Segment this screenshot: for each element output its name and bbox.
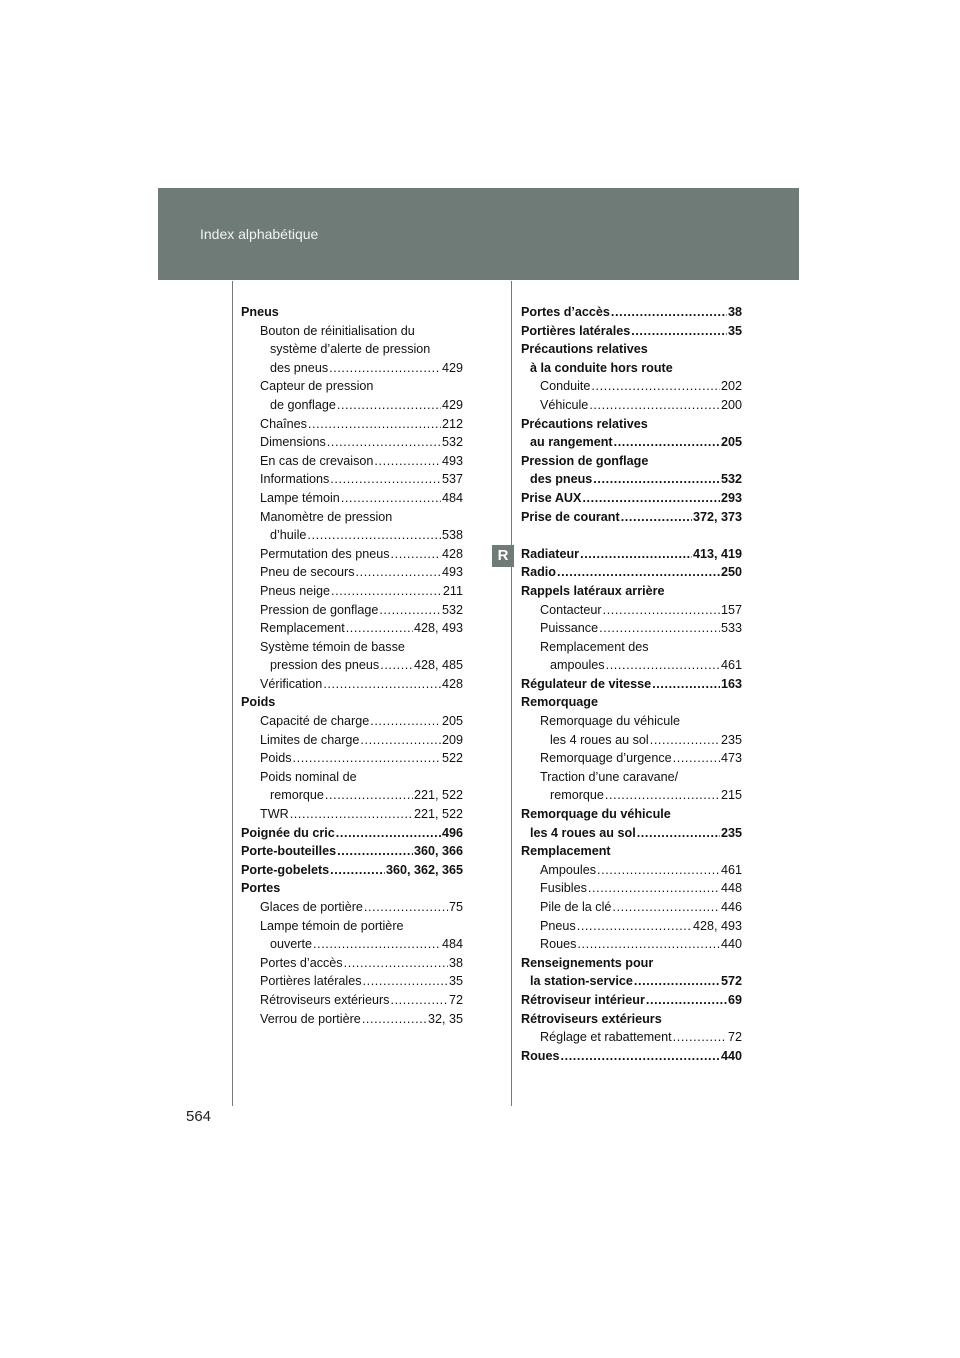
index-entry <box>521 749 742 768</box>
entry-label: Roues <box>540 937 577 952</box>
entry-label: Dimensions <box>260 435 326 450</box>
dot-leader <box>323 675 441 694</box>
entry-label: Radiateur <box>521 546 580 561</box>
dot-leader <box>313 935 441 954</box>
entry-label: les 4 roues au sol <box>530 825 636 840</box>
entry-page: 484 <box>441 490 463 505</box>
dot-leader <box>606 656 720 675</box>
index-entry <box>521 1028 742 1047</box>
index-entry <box>521 675 742 694</box>
index-entry <box>241 582 463 601</box>
index-entry <box>521 563 742 582</box>
entry-page: 484 <box>441 937 463 952</box>
entry-label: Réglage et rabattement <box>540 1030 672 1045</box>
index-entry <box>521 731 742 750</box>
entry-label: Puissance <box>540 621 599 636</box>
entry-page: 35 <box>727 323 742 338</box>
entry-page: 209 <box>441 732 463 747</box>
index-entry <box>521 377 742 396</box>
dot-leader <box>591 377 720 396</box>
entry-label: remorque <box>270 788 324 803</box>
index-entry <box>521 991 742 1010</box>
entry-label: remorque <box>550 788 604 803</box>
entry-label: Pneus <box>540 918 576 933</box>
index-entry <box>241 805 463 824</box>
entry-page: 537 <box>441 472 463 487</box>
index-entry <box>241 842 463 861</box>
entry-label: Glaces de portière <box>260 900 363 914</box>
index-entry <box>521 656 742 675</box>
index-entry <box>521 1047 742 1066</box>
entry-label: Portières latérales <box>260 974 362 989</box>
entry-label: En cas de crevaison <box>260 453 374 468</box>
entry-label: des pneus <box>530 472 593 487</box>
entry-page: 428 <box>441 676 463 691</box>
index-entry <box>241 712 463 731</box>
entry-label: Pile de la clé <box>540 900 612 914</box>
entry-page: 221, 522 <box>413 807 463 822</box>
dot-leader <box>580 545 692 564</box>
entry-label: les 4 roues au sol <box>550 732 649 747</box>
entry-label: Portières latérales <box>521 323 631 338</box>
index-line: système d’alerte de pression <box>270 342 431 357</box>
entry-page: 533 <box>720 621 742 636</box>
index-heading: Rétroviseurs extérieurs <box>521 1011 662 1026</box>
entry-page: 200 <box>720 397 742 412</box>
index-entry <box>241 526 463 545</box>
entry-page: 221, 522 <box>413 788 463 803</box>
entry-label: Pneus neige <box>260 583 331 598</box>
index-entry <box>241 749 463 768</box>
entry-page: 38 <box>448 955 463 970</box>
index-heading: Poids <box>241 695 276 710</box>
entry-label: Porte-gobelets <box>241 862 330 877</box>
entry-label: Capacité de charge <box>260 714 370 729</box>
entry-label: Lampe témoin <box>260 490 340 505</box>
index-entry <box>241 935 463 954</box>
index-heading: Remplacement <box>521 844 611 859</box>
index-entry <box>521 396 742 415</box>
index-line: Capteur de pression <box>260 379 374 394</box>
entry-page: 32, 35 <box>427 1011 463 1026</box>
entry-page: 532 <box>441 602 463 617</box>
index-entry <box>521 470 742 489</box>
index-heading: Précautions relatives <box>521 416 648 431</box>
dot-leader <box>391 545 441 564</box>
dot-leader <box>380 656 413 675</box>
entry-page: 532 <box>441 435 463 450</box>
dot-leader <box>344 954 448 973</box>
entry-label: Informations <box>260 472 330 487</box>
index-entry <box>521 601 742 620</box>
entry-label: TWR <box>260 807 289 822</box>
entry-page: 572 <box>720 974 742 989</box>
entry-page: 293 <box>720 490 742 505</box>
index-entry <box>241 656 463 675</box>
entry-label: la station-service <box>530 974 633 989</box>
entry-page: 428, 493 <box>413 621 463 636</box>
entry-page: 440 <box>720 1048 742 1063</box>
index-entry <box>521 824 742 843</box>
entry-label: Limites de charge <box>260 732 360 747</box>
dot-leader <box>327 433 441 452</box>
entry-page: 212 <box>441 416 463 431</box>
index-line: Manomètre de pression <box>260 509 393 524</box>
entry-page: 461 <box>720 658 742 673</box>
dot-leader <box>652 675 720 694</box>
entry-label: Conduite <box>540 379 591 394</box>
index-heading: Renseignements pour <box>521 955 654 970</box>
index-entry <box>241 898 463 917</box>
index-heading: Pression de gonflage <box>521 453 649 468</box>
dot-leader <box>346 619 413 638</box>
dot-leader <box>364 898 448 917</box>
dot-leader <box>341 489 441 508</box>
dot-leader <box>557 563 720 582</box>
dot-leader <box>582 489 720 508</box>
entry-label: Chaînes <box>260 416 307 431</box>
index-entry <box>241 601 463 620</box>
dot-leader <box>631 322 727 341</box>
entry-page: 75 <box>448 900 463 914</box>
entry-page: 372, 373 <box>692 509 742 524</box>
index-line: Lampe témoin de portière <box>260 918 404 933</box>
section-tab: R <box>492 545 514 567</box>
index-entry <box>241 452 463 471</box>
index-entry <box>241 563 463 582</box>
dot-leader <box>330 861 385 880</box>
entry-page: 72 <box>448 992 463 1007</box>
index-entry <box>241 415 463 434</box>
index-entry <box>521 303 742 322</box>
dot-leader <box>621 508 692 527</box>
entry-label: Prise de courant <box>521 509 620 524</box>
index-entry <box>521 935 742 954</box>
index-heading: Rappels latéraux arrière <box>521 583 665 598</box>
entry-page: 69 <box>727 992 742 1007</box>
dot-leader <box>611 303 727 322</box>
entry-label: ampoules <box>550 658 605 673</box>
dot-leader <box>673 1028 727 1047</box>
index-line: Remplacement des <box>540 639 649 654</box>
dot-leader <box>614 433 720 452</box>
index-entry <box>241 731 463 750</box>
index-heading: Portes <box>241 881 281 896</box>
spacer <box>521 526 742 545</box>
entry-page: 250 <box>720 565 742 580</box>
dot-leader <box>370 712 441 731</box>
entry-label: Prise AUX <box>521 490 582 505</box>
dot-leader <box>597 861 720 880</box>
index-entry <box>241 489 463 508</box>
entry-page: 538 <box>441 528 463 543</box>
dot-leader <box>356 563 441 582</box>
index-line: Remorquage du véhicule <box>540 714 681 729</box>
entry-page: 429 <box>441 360 463 375</box>
index-entry <box>241 675 463 694</box>
entry-label: Remorquage d’urgence <box>540 751 672 766</box>
entry-page: 428, 485 <box>413 658 463 673</box>
entry-page: 235 <box>720 732 742 747</box>
index-entry <box>241 861 463 880</box>
index-entry <box>241 991 463 1010</box>
entry-label: Portes d’accès <box>521 305 610 319</box>
index-entry <box>241 954 463 973</box>
entry-label: Véhicule <box>540 397 589 412</box>
entry-page: 72 <box>727 1030 742 1045</box>
entry-label: Roues <box>521 1048 560 1063</box>
entry-page: 532 <box>720 472 742 487</box>
entry-label: Régulateur de vitesse <box>521 676 652 691</box>
entry-label: Poids <box>260 751 292 766</box>
dot-leader <box>577 935 720 954</box>
index-entry <box>241 824 463 843</box>
index-heading: Pneus <box>241 305 279 319</box>
entry-page: 202 <box>720 379 742 394</box>
entry-page: 493 <box>441 565 463 580</box>
entry-label: Contacteur <box>540 602 602 617</box>
dot-leader <box>329 359 441 378</box>
dot-leader <box>650 731 720 750</box>
index-line: Poids nominal de <box>260 769 357 784</box>
entry-page: 235 <box>720 825 742 840</box>
index-entry <box>241 786 463 805</box>
entry-label: ouverte <box>270 937 313 952</box>
entry-page: 522 <box>441 751 463 766</box>
header-title: Index alphabétique <box>200 226 319 242</box>
entry-label: Portes d’accès <box>260 955 343 970</box>
index-entry <box>241 1010 463 1029</box>
dot-leader <box>360 731 441 750</box>
entry-page: 446 <box>720 900 742 914</box>
index-entry <box>521 786 742 805</box>
dot-leader <box>593 470 720 489</box>
index-entry <box>241 619 463 638</box>
entry-page: 35 <box>448 974 463 989</box>
entry-page: 440 <box>720 937 742 952</box>
dot-leader <box>325 786 413 805</box>
dot-leader <box>603 601 720 620</box>
index-entry <box>521 545 742 564</box>
index-column-left <box>241 303 463 1028</box>
entry-label: Radio <box>521 565 556 580</box>
dot-leader <box>634 972 720 991</box>
entry-page: 38 <box>727 305 742 319</box>
entry-label: Verrou de portière <box>260 1011 361 1026</box>
index-entry <box>521 972 742 991</box>
entry-page: 493 <box>441 453 463 468</box>
entry-label: d’huile <box>270 528 307 543</box>
page-number: 564 <box>186 1108 212 1125</box>
header-bar <box>158 188 799 280</box>
index-line: Traction d’une caravane/ <box>540 769 679 784</box>
entry-page: 215 <box>720 788 742 803</box>
index-heading: Remorquage <box>521 695 598 710</box>
entry-label: Rétroviseur intérieur <box>521 992 645 1007</box>
index-heading: à la conduite hors route <box>530 360 673 375</box>
dot-leader <box>589 396 720 415</box>
index-entry <box>521 508 742 527</box>
dot-leader <box>673 749 720 768</box>
entry-label: Rétroviseurs extérieurs <box>260 992 390 1007</box>
column-divider-left <box>232 281 233 1106</box>
dot-leader <box>331 582 442 601</box>
entry-label: Pneu de secours <box>260 565 355 580</box>
entry-page: 473 <box>720 751 742 766</box>
entry-page: 428 <box>441 546 463 561</box>
index-entry <box>521 619 742 638</box>
dot-leader <box>307 526 441 545</box>
entry-page: 205 <box>720 435 742 450</box>
index-entry <box>241 972 463 991</box>
entry-label: Remplacement <box>260 621 345 636</box>
dot-leader <box>293 749 441 768</box>
dot-leader <box>637 824 720 843</box>
dot-leader <box>612 898 720 917</box>
entry-label: Porte-bouteilles <box>241 844 337 859</box>
entry-page: 461 <box>720 862 742 877</box>
dot-leader <box>330 470 441 489</box>
entry-page: 157 <box>720 602 742 617</box>
index-column-right <box>521 303 742 1065</box>
index-entry <box>241 359 463 378</box>
dot-leader <box>561 1047 720 1066</box>
entry-page: 163 <box>720 676 742 691</box>
dot-leader <box>599 619 720 638</box>
dot-leader <box>363 972 448 991</box>
entry-page: 448 <box>720 881 742 896</box>
entry-label: Permutation des pneus <box>260 546 390 561</box>
dot-leader <box>337 842 413 861</box>
index-line: Système témoin de basse <box>260 639 405 654</box>
dot-leader <box>374 452 441 471</box>
dot-leader <box>605 786 720 805</box>
dot-leader <box>646 991 727 1010</box>
entry-label: Ampoules <box>540 862 597 877</box>
index-entry <box>521 898 742 917</box>
entry-label: des pneus <box>270 360 329 375</box>
index-entry <box>521 917 742 936</box>
entry-label: pression des pneus <box>270 658 380 673</box>
dot-leader <box>336 824 441 843</box>
entry-label: Pression de gonflage <box>260 602 379 617</box>
dot-leader <box>362 1010 427 1029</box>
entry-page: 360, 366 <box>413 844 463 859</box>
index-line: Bouton de réinitialisation du <box>260 323 415 338</box>
dot-leader <box>390 991 448 1010</box>
index-entry <box>241 433 463 452</box>
entry-page: 428, 493 <box>692 918 742 933</box>
entry-label: de gonflage <box>270 397 336 412</box>
entry-page: 413, 419 <box>692 546 742 561</box>
index-entry <box>241 545 463 564</box>
index-heading: Précautions relatives <box>521 342 648 357</box>
entry-page: 360, 362, 365 <box>385 862 463 877</box>
dot-leader <box>290 805 413 824</box>
entry-page: 211 <box>442 583 463 598</box>
index-entry <box>521 879 742 898</box>
index-entry <box>521 322 742 341</box>
entry-label: au rangement <box>530 435 613 450</box>
dot-leader <box>379 601 441 620</box>
entry-label: Vérification <box>260 676 323 691</box>
index-entry <box>521 861 742 880</box>
index-entry <box>521 433 742 452</box>
entry-label: Fusibles <box>540 881 587 896</box>
index-entry <box>241 470 463 489</box>
dot-leader <box>577 917 692 936</box>
dot-leader <box>308 415 441 434</box>
column-divider-right <box>511 281 512 1106</box>
entry-page: 496 <box>441 825 463 840</box>
entry-page: 205 <box>441 714 463 729</box>
index-heading: Remorquage du véhicule <box>521 807 671 822</box>
dot-leader <box>337 396 441 415</box>
index-entry <box>521 489 742 508</box>
dot-leader <box>588 879 720 898</box>
index-entry <box>241 396 463 415</box>
entry-label: Poignée du cric <box>241 825 335 840</box>
entry-page: 429 <box>441 397 463 412</box>
